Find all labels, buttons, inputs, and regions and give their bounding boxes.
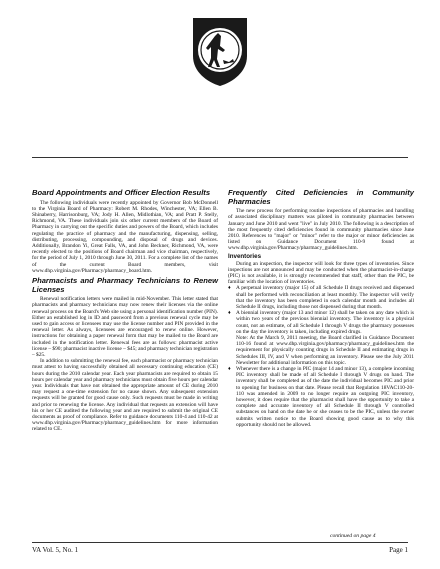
diamond-bullet-icon: ♦	[228, 366, 231, 373]
list-item	[228, 366, 414, 428]
page-number: Page 1	[389, 546, 408, 554]
left-column	[32, 189, 218, 433]
right-column	[228, 189, 414, 428]
diamond-bullet-icon: ♦	[228, 285, 231, 292]
header-divider	[32, 157, 408, 158]
inventories-heading: Inventories	[228, 252, 262, 260]
inventories-intro-text: During an inspection, the inspector will look for three types of inventories. Since inspections are not announced and may be conducted when the pharmacist-in-charge (PIC) is not available, it is strongly recommended that staff, other than the PIC, be familiar with the location of inventories.	[228, 260, 414, 286]
deficiencies-intro-text: The new process for performing routine inspections of pharmacies and handling of associated disciplinary matters was piloted in community pharmacies between January and June 2010 and went "live" in July 2010. The following is a description of the most frequently cited deficiencies found in community pharmacies since June 2010. References to "major" or "minor" refer to the major or minor deficiencies as listed on Guidance Document 110-9 found at www.dhp.virginia.gov/Pharmacy/pharmacy_guidelines.htm.	[228, 208, 414, 252]
renewal-notification-text: Renewal notification letters were mailed in mid-November. This letter stated that pharmacists and pharmacy technicians may now renew their licenses via the online renewal process on the Board's Web site using a personal identification number (PIN). Either an established log in ID and password from a previous renewal cycle may be used to gain access or licensees may use the license number and PIN provided in the renewal letter. As always, licensees are encouraged to renew online. However, instructions for obtaining a paper renewal form that may be mailed to the Board are included in the notification letter. Renewal fees are as follows: pharmacist active license – $90; pharmacist inactive license – $45; and pharmacy technician registration – $25.	[32, 296, 218, 359]
incoming-pic-inventory-text: Whenever there is a change in PIC (major 14 and minor 13), a complete incoming PIC inventory shall be made of all Schedule I through V drugs on hand. The inventory shall be completed as of the date the individual becomes PIC and prior to opening for business on that date. Please recall that Regulation 18VAC110-20-110 was amended in 2009 to no longer require an outgoing PIC inventory, however, it does require that the pharmacist shall have the opportunity to take a complete and accurate inventory of all Schedule II through V controlled substances on hand on the date he or she ceases to be the PIC, unless the owner submits written notice to the Board showing good cause as to why this opportunity should not be allowed.	[236, 366, 414, 428]
deficiencies-heading: Frequently Cited Deficiencies in Community Pharmacies	[228, 188, 414, 206]
board-appointments-text: The following individuals were recently appointed by Governor Bob McDonnell to the Virginia Board of Pharmacy: Robert M. Rhodes, Winchester, VA; Ellen B. Shinaberry, Harrisonburg, VA; Jody H. Allen, Midlothian, VA; and Pratt P. Stelly, Richmond, VA. These individuals join six other current members of the Board of Pharmacy in carrying out the specific duties and powers of the Board, which includes regulating the practice of pharmacy and the manufacturing, dispensing, selling, distributing, processing, compounding, and disposal of drugs and devices. Additionally, Brandon Yi, Great Falls, VA, and John Beckner, Richmond, VA, were recently elected to the positions of Board chairman and vice chairman, respectively, for the period of July 1, 2010 through June 30, 2011. For a complete list of the names of the current Board members, visit www.dhp.virginia.gov/Pharmacy/pharmacy_board.htm.	[32, 199, 218, 274]
list-item	[228, 310, 414, 335]
board-appointments-heading: Board Appointments and Officer Election Results	[32, 188, 211, 197]
perpetual-inventory-text: A perpetual inventory (major 15) of all Schedule II drugs received and dispensed shall be performed with reconciliation at least monthly. The inspector will verify that the inventory has been completed in each calendar month and includes all Schedule II drugs, including those not dispensed during that month.	[236, 285, 414, 311]
footer-divider	[32, 542, 408, 543]
diamond-bullet-icon: ♦	[228, 310, 231, 317]
inventory-note-text: Note: At the March 9, 2011 meeting, the Board clarified in Guidance Document 110-16 found at www.dhp.virginia.gov/pharmacy/pharmacy_guidelines.htm the requirement for physically counting drugs in Schedule II and estimating drugs in Schedules III, IV, and V when performing an inventory. Please see the July 2011 Newsletter for additional information on this topic.	[236, 335, 414, 366]
virginia-seal-icon	[189, 16, 251, 88]
volume-label: VA Vol. 5, No. 1	[32, 546, 79, 554]
list-item	[228, 285, 414, 310]
biennial-inventory-text: A biennial inventory (major 13 and minor 12) shall be taken on any date which is within two years of the previous biennial inventory. The inventory is a physical count, not an estimate, of all Schedule I through V drugs the pharmacy possesses on the day the inventory is taken, including expired drugs.	[236, 310, 414, 335]
continuing-education-text: In addition to submitting the renewal fee, each pharmacist or pharmacy technician must attest to having successfully obtained all necessary continuing education (CE) hours during the 2010 calendar year. Each year pharmacists are required to obtain 15 hours per calendar year and pharmacy technicians must obtain five hours per calendar year. Individuals that have not obtained the appropriate amount of CE during 2010 may request a one-time extension for no cause shown. Any subsequent extension requests will be granted for good cause only. Such requests must be made in writing and prior to renewing the license. Any individual that requests an extension will have his or her CE audited the following year and are required to submit the original CE documents as proof of compliance. Refer to guidance documents 110-4 and 110-42 at www.dhp.virginia.gov/Pharmacy/pharmacy_guidelines.htm for more information related to CE.	[32, 358, 218, 433]
renew-licenses-heading: Pharmacists and Pharmacy Technicians to Renew Licenses	[32, 276, 218, 294]
continued-note: continued on page 4	[330, 533, 376, 539]
